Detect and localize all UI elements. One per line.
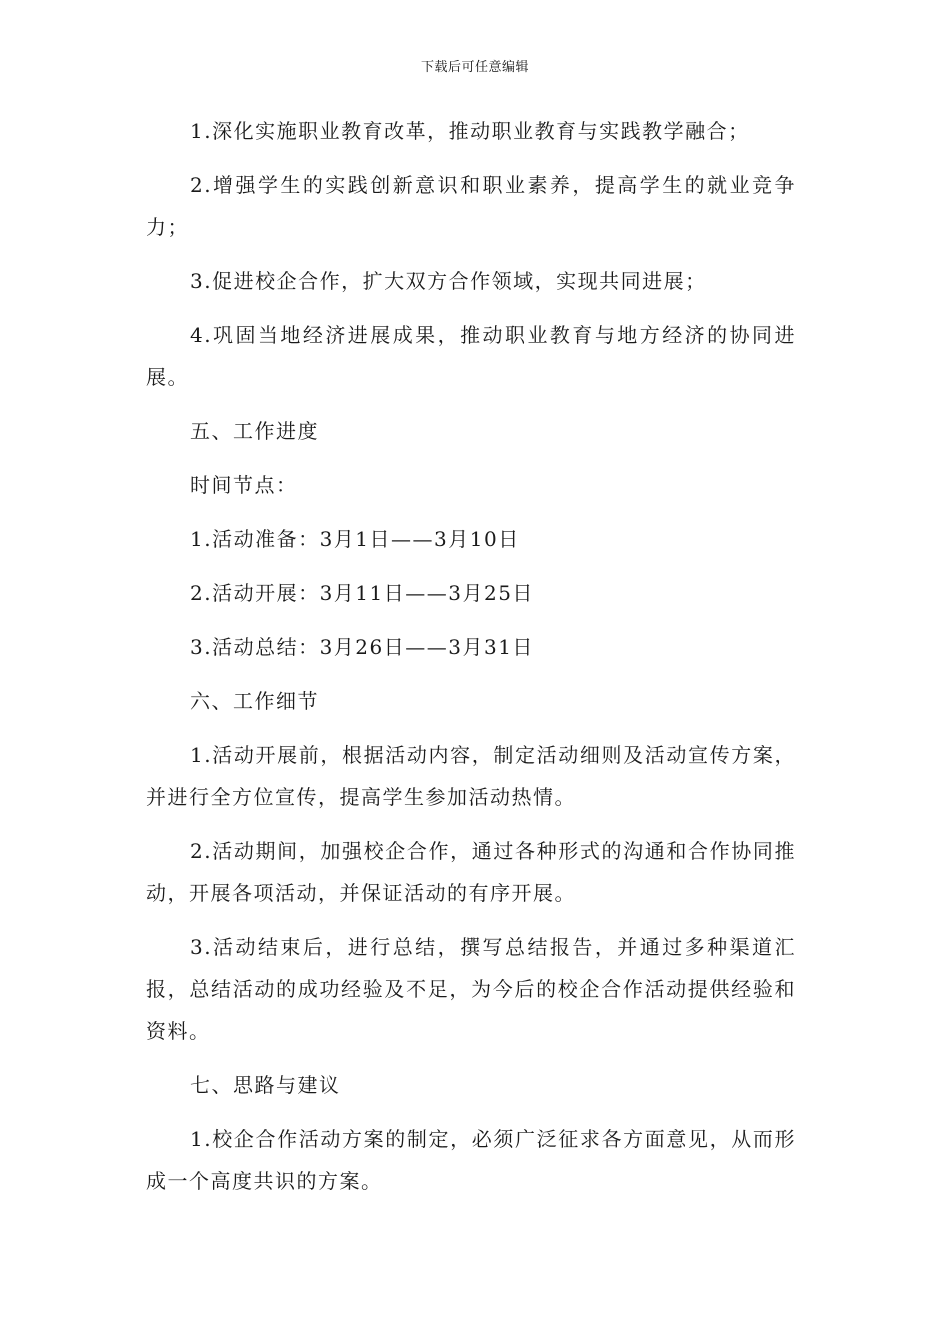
timeline-item-1: 1.活动准备：3月1日——3月10日	[190, 527, 520, 551]
detail-item-1: 1.活动开展前，根据活动内容，制定活动细则及活动宣传方案，并进行全方位宣传，提高学生参加活动热情。	[146, 743, 796, 809]
timeline-item-2: 2.活动开展：3月11日——3月25日	[190, 581, 534, 605]
document-body	[146, 110, 796, 1214]
goal-item-2: 2.增强学生的实践创新意识和职业素养，提高学生的就业竞争力；	[146, 173, 796, 239]
timeline-item-3: 3.活动总结：3月26日——3月31日	[190, 635, 534, 659]
section-heading-suggestions: 七、思路与建议	[190, 1073, 341, 1097]
timeline-label: 时间节点：	[190, 473, 298, 497]
section-heading-progress: 五、工作进度	[190, 419, 319, 443]
detail-item-3: 3.活动结束后，进行总结，撰写总结报告，并通过多种渠道汇报，总结活动的成功经验及不足，为今后的校企合作活动提供经验和资料。	[146, 935, 796, 1043]
goal-item-3: 3.促进校企合作，扩大双方合作领域，实现共同进展；	[190, 269, 707, 293]
suggestion-item-1: 1.校企合作活动方案的制定，必须广泛征求各方面意见，从而形成一个高度共识的方案。	[146, 1127, 796, 1193]
section-heading-details: 六、工作细节	[190, 689, 319, 713]
page-header: 下载后可任意编辑	[420, 60, 529, 75]
goal-item-4: 4.巩固当地经济进展成果，推动职业教育与地方经济的协同进展。	[146, 323, 796, 389]
goal-item-1: 1.深化实施职业教育改革，推动职业教育与实践教学融合；	[190, 119, 750, 143]
detail-item-2: 2.活动期间，加强校企合作，通过各种形式的沟通和合作协同推动，开展各项活动，并保证活动的有序开展。	[146, 839, 796, 905]
